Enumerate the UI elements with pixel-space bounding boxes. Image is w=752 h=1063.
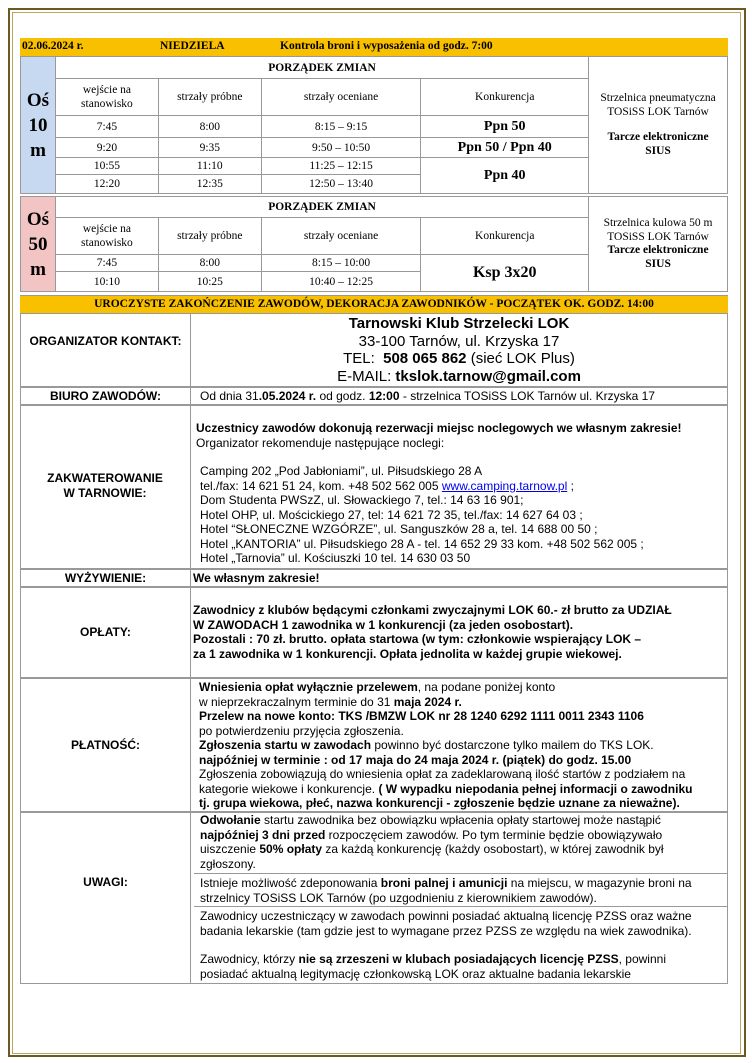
shift-order-title: PORZĄDEK ZMIAN xyxy=(55,57,588,79)
list-item: Hotel „Tarnovia” ul. Kościuszki 10 tel. 14 630 03 50 xyxy=(200,551,471,565)
col-trial: strzały próbne xyxy=(158,218,261,255)
list-item: Dom Studenta PWSzZ, ul. Słowackiego 7, tel.: 14 63 16 901; xyxy=(200,493,524,507)
fees-label: OPŁATY: xyxy=(80,625,131,639)
notes-label: UWAGI: xyxy=(83,875,128,889)
venue-50m: Strzelnica kulowa 50 m TOSiSS LOK Tarnów Tarcze elektroniczne SIUS xyxy=(589,197,728,292)
event-day: NIEDZIELA xyxy=(160,40,225,52)
table-cell: 12:35 xyxy=(158,175,261,194)
notes-label-cell xyxy=(20,812,191,984)
club-email[interactable]: E-MAIL: tkslok.tarnow@gmail.com xyxy=(337,367,581,385)
fees-text: Zawodnicy z klubów będącymi członkami zwyczajnymi LOK 60.- zł brutto za UDZIAŁ W ZAWODACH 1 zawodnika w 1 konkurencji (za jeden osobostart). Pozostali : 70 zł. brutto. opłata startowa (w tym: członkowie wspierający LOK – za 1 zawodnika w 1 konkurencji. Opłata jednolita w każdej grupie wiekowej. xyxy=(193,603,672,661)
col-trial: strzały próbne xyxy=(158,79,261,116)
col-comp: Konkurencja xyxy=(421,218,589,255)
col-scored: strzały oceniane xyxy=(261,79,421,116)
camping-link[interactable]: www.camping.tarnow.pl xyxy=(441,478,568,493)
table-cell: 10:25 xyxy=(158,272,261,292)
col-scored: strzały oceniane xyxy=(261,218,421,255)
col-comp: Konkurencja xyxy=(421,79,589,116)
table-cell: 8:00 xyxy=(158,255,261,272)
organizer-label-cell xyxy=(20,313,191,387)
club-phone: TEL: 508 065 862 (sieć LOK Plus) xyxy=(343,350,575,367)
list-item: Hotel OHP, ul. Mościckiego 27, tel: 14 621 72 35, tel./fax: 14 627 64 03 ; xyxy=(200,507,583,522)
competition-cell: Ksp 3x20 xyxy=(421,255,589,292)
axis-10m-label: Oś 10 m xyxy=(21,57,56,194)
list-item: Hotel „KANTORIA” ul. Piłsudskiego 28 A - tel. 14 652 29 33 kom. +48 502 562 005 ; xyxy=(200,536,644,551)
table-cell: 11:25 – 12:15 xyxy=(261,158,421,175)
notes-divider xyxy=(194,873,728,874)
organizer-block xyxy=(190,315,728,385)
table-cell: 10:55 xyxy=(55,158,158,175)
col-entry: wejście na stanowisko xyxy=(55,218,158,255)
date-bar xyxy=(20,38,728,56)
schedule-10m xyxy=(20,56,728,194)
food-label: WYŻYWIENIE: xyxy=(64,571,147,585)
competition-cell: Ppn 50 xyxy=(421,116,589,138)
ceremony-banner: UROCZYSTE ZAKOŃCZENIE ZAWODÓW, DEKORACJA ZAWODNIKÓW - POCZĄTEK OK. GODZ. 14:00 xyxy=(20,295,728,313)
club-address: 33-100 Tarnów, ul. Krzyska 17 xyxy=(358,332,560,350)
table-cell: 12:20 xyxy=(55,175,158,194)
notes-divider xyxy=(194,906,728,907)
competition-cell: Ppn 40 xyxy=(421,158,589,194)
event-date: 02.06.2024 r. xyxy=(22,40,84,52)
table-cell: 9:35 xyxy=(158,138,261,158)
office-label: BIURO ZAWODÓW: xyxy=(49,389,162,403)
office-text: Od dnia 31.05.2024 r. od godz. 12:00 - strzelnica TOSiSS LOK Tarnów ul. Krzyska 17 xyxy=(200,389,655,403)
table-cell: 11:10 xyxy=(158,158,261,175)
table-cell: 7:45 xyxy=(55,116,158,138)
list-item: Hotel “SŁONECZNE WZGÓRZE”, ul. Sanguszków 28 a, tel. 14 688 00 50 ; xyxy=(200,522,598,536)
venue-10m: Strzelnica pneumatyczna TOSiSS LOK Tarnów Tarcze elektroniczne SIUS xyxy=(589,57,728,194)
notes-cancellation: Odwołanie startu zawodnika bez obowiązku wpłacenia opłaty startowej może nastąpić najpóźniej 3 dni przed rozpoczęciem zawodów. Po tym terminie będzie obowiązywało uiszczenie 50% opłaty za każdą konkurencję (każdy osobostart), w której zawodnik był zgłoszony. xyxy=(200,813,664,871)
accommodation-label: ZAKWATEROWANIE W TARNOWIE: xyxy=(47,471,163,500)
accommodation-text: Uczestnicy zawodów dokonują rezerwacji miejsc noclegowych we własnym zakresie! Organizator rekomenduje następujące noclegi: Camping 202 „Pod Jabłoniami”, ul. Piłsudskiego 28 A tel./fax: 14 621 51 24, kom. +48 502 562 005 www.camping.tarnow.pl ; Dom Studenta PWSzZ, ul. Słowackiego 7, tel.: 14 63 16 901; Hotel OHP, ul. Mościckiego 27, tel: 14 621 72 35, tel./fax: 14 627 64 03 ; Hotel “SŁONECZNE WZGÓRZE”, ul. Sanguszków 28 a, tel. 14 688 00 50 ; Hotel „KANTORIA” ul. Piłsudskiego 28 A - tel. 14 652 29 33 kom. +48 502 562 005 ; Hotel „Tarnovia” ul. Kościuszki 10 tel. 14 630 03 50 xyxy=(196,421,726,566)
notes-license: Zawodnicy uczestniczący w zawodach powinni posiadać aktualną licencję PZSS oraz ważne badania lekarskie (tam gdzie jest to wymagane przez PZSS ze względu na wiek zawodnika). Zawodnicy, którzy nie są zrzeszeni w klubach posiadających licencję PZSS, powinni posiadać aktualną legitymację członkowską LOK oraz aktualne badania lekarskie xyxy=(200,909,692,981)
table-cell: 10:40 – 12:25 xyxy=(261,272,421,292)
table-cell: 9:20 xyxy=(55,138,158,158)
table-cell: 10:10 xyxy=(55,272,158,292)
table-cell: 8:15 – 10:00 xyxy=(261,255,421,272)
table-cell: 7:45 xyxy=(55,255,158,272)
competition-cell: Ppn 50 / Ppn 40 xyxy=(421,138,589,158)
equipment-control: Kontrola broni i wyposażenia od godz. 7:00 xyxy=(280,40,493,52)
table-cell: 9:50 – 10:50 xyxy=(261,138,421,158)
axis-50m-label: Oś 50 m xyxy=(21,197,56,292)
schedule-50m xyxy=(20,196,728,292)
club-name: Tarnowski Klub Strzelecki LOK xyxy=(348,315,570,332)
payment-label: PŁATNOŚĆ: xyxy=(70,738,141,752)
col-entry: wejście na stanowisko xyxy=(55,79,158,116)
payment-text: Wniesienia opłat wyłącznie przelewem, na podane poniżej konto w nieprzekraczalnym terminie do 31 maja 2024 r. Przelew na nowe konto: TKS /BMZW LOK nr 28 1240 6292 1111 0011 2343 1106 po potwierdzeniu przyjęcia zgłoszenia. Zgłoszenia startu w zawodach powinno być dostarczone tylko mailem do TKS LOK. najpóźniej w terminie : od 17 maja do 24 maja 2024 r. (piątek) do godz. 15.00 Zgłoszenia zobowiązują do wniesienia opłat za zadeklarowaną ilość startów z podziałem na kategorie wiekowe i konkurencje. ( W wypadku niepodania pełnej informacji o zawodniku tj. grupa wiekowa, płeć, nazwa konkurencji - zgłoszenie będzie uznane za nieważne). xyxy=(199,680,693,810)
shift-order-title: PORZĄDEK ZMIAN xyxy=(55,197,588,218)
table-cell: 8:00 xyxy=(158,116,261,138)
organizer-label: ORGANIZATOR KONTAKT: xyxy=(29,334,182,348)
food-text: We własnym zakresie! xyxy=(193,571,320,585)
table-cell: 8:15 – 9:15 xyxy=(261,116,421,138)
notes-weapons: Istnieje możliwość zdeponowania broni palnej i amunicji na miejscu, w magazynie broni na strzelnicy TOSiSS LOK Tarnów (po uzgodnieniu z kierownikiem zawodów). xyxy=(200,876,692,905)
table-cell: 12:50 – 13:40 xyxy=(261,175,421,194)
